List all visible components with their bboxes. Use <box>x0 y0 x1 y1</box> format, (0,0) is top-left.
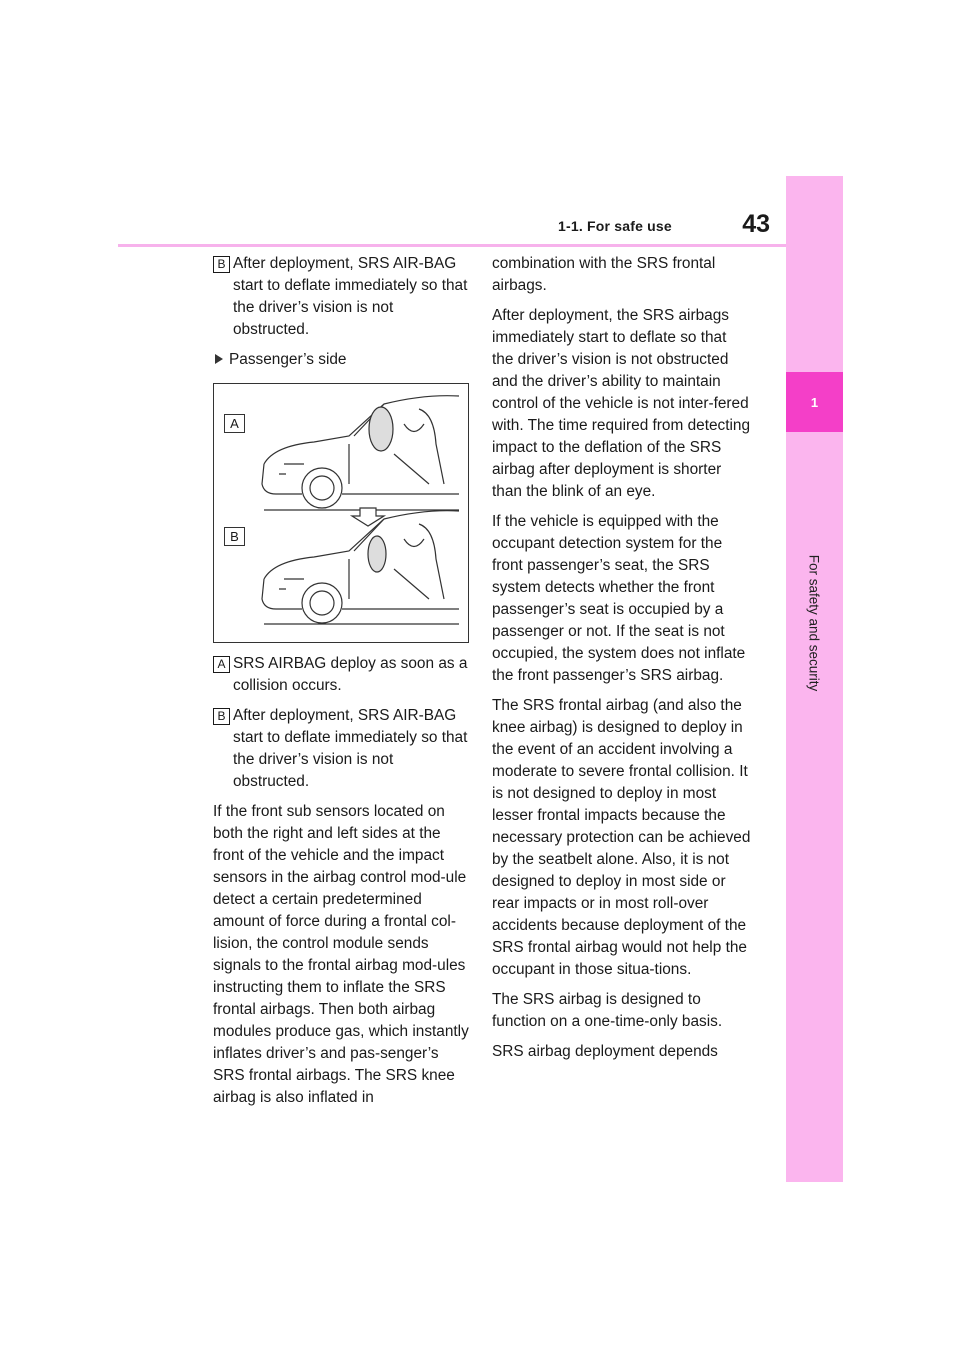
item-b-top-text: After deployment, SRS AIR-BAG start to deflate immediately so that the driver’s vision is not obstructed. <box>233 255 468 338</box>
figure-tag-a: A <box>224 414 245 433</box>
right-paragraph-6: SRS airbag deployment depends <box>492 1043 718 1060</box>
chapter-side-tab[interactable] <box>786 176 843 1182</box>
chapter-number: 1 <box>786 372 843 432</box>
triangle-bullet-icon <box>215 354 223 364</box>
page-number: 43 <box>742 210 770 238</box>
chapter-label: For safety and security <box>806 554 822 692</box>
bullet-heading-text: Passenger’s side <box>229 351 347 368</box>
item-b <box>213 705 469 793</box>
right-paragraph-3: If the vehicle is equipped with the occupant detection system for the front passenger’s seat, the SRS system detects whether the front passenger’s seat is occupied by a passenger or not. If the seat is not occupied, the system does not inflate the front passenger’s SRS airbag. <box>492 513 746 684</box>
figure-tag-b: B <box>224 527 245 546</box>
item-a-text: SRS AIRBAG deploy as soon as a collision occurs. <box>233 655 468 694</box>
right-paragraph-4: The SRS frontal airbag (and also the knee airbag) is designed to deploy in the event of an accident involving a moderate to severe frontal collision. It is not designed to deploy in most lesser frontal impacts because the necessary protection can be achieved by the seatbelt alone. Also, it is not designed to deploy in most side or rear impacts or in most roll-over accidents because deployment of the SRS frontal airbag would not help the occupant in those situa-tions. <box>492 697 751 978</box>
bullet-heading <box>213 349 469 371</box>
tag-a-icon: A <box>213 656 230 673</box>
right-paragraph-5: The SRS airbag is designed to function on a one-time-only basis. <box>492 991 723 1030</box>
item-a <box>213 653 469 697</box>
header-rule <box>118 244 786 247</box>
car-crash-diagram <box>214 384 468 642</box>
left-paragraph: If the front sub sensors located on both the right and left sides at the front of the vehicle and the impact sensors in the airbag control mod-ule detect a certain predetermined amount of force during a frontal col-lision, the control module sends signals to the frontal airbag mod-ules instructing them to inflate the SRS frontal airbags. Then both airbag modules produce gas, which instantly inflates driver’s and pas-senger’s SRS frontal airbags. The SRS knee airbag is also inflated in <box>213 803 469 1106</box>
item-b-text: After deployment, SRS AIR-BAG start to deflate immediately so that the driver’s vision is not obstructed. <box>233 707 468 790</box>
airbag-illustration <box>213 383 469 643</box>
tag-b-icon: B <box>213 256 230 273</box>
item-b-top <box>213 253 469 341</box>
left-column <box>213 253 469 1117</box>
tag-b-icon: B <box>213 708 230 725</box>
section-title: 1-1. For safe use <box>558 218 672 234</box>
right-paragraph-1: combination with the SRS frontal airbags. <box>492 255 716 294</box>
right-paragraph-2: After deployment, the SRS airbags immediately start to deflate so that the driver’s vision is not obstructed and the driver’s ability to maintain control of the vehicle is not inter-fered with. The time required from detecting impact to the deflation of the SRS airbag after deployment is shorter than the blink of an eye. <box>492 307 751 500</box>
right-column <box>492 253 752 1071</box>
